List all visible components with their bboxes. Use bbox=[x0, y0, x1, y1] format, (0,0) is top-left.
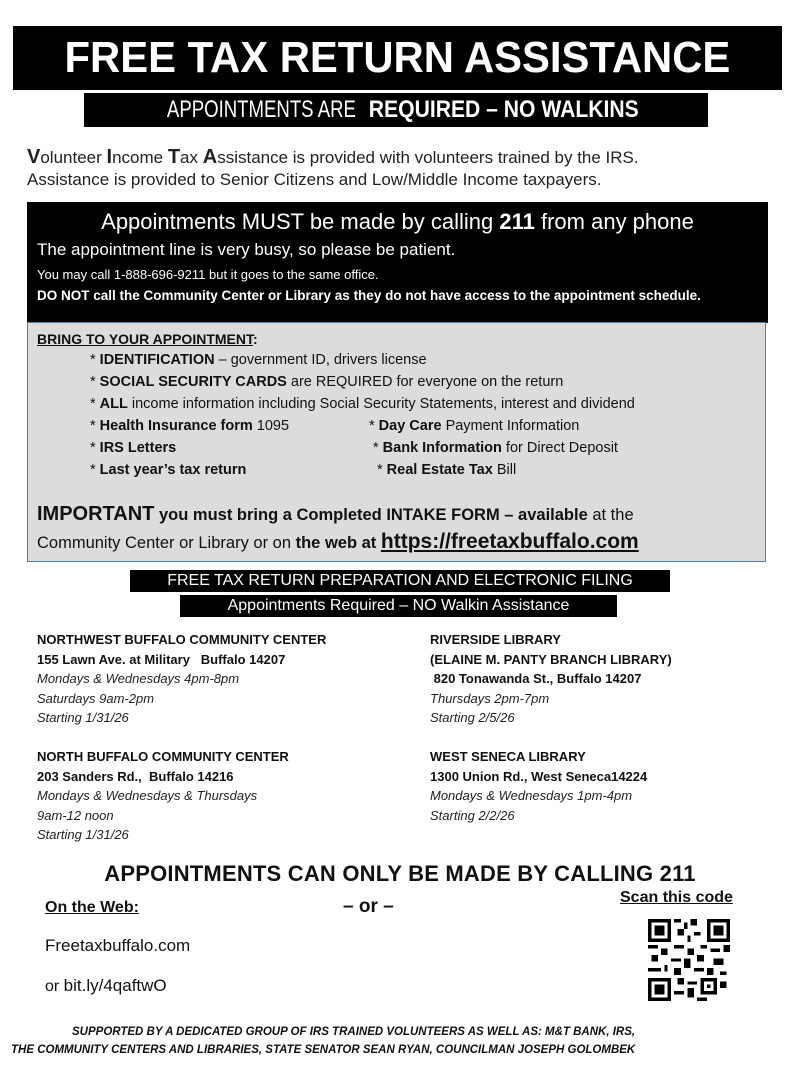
item-rest: – government ID, drivers license bbox=[214, 352, 427, 368]
location-hours: Saturdays 9am-2pm bbox=[37, 690, 155, 706]
item-bold: Day Care bbox=[378, 418, 442, 434]
item-bold: Real Estate Tax bbox=[386, 462, 493, 478]
or-separator: – or – bbox=[343, 896, 394, 917]
bring-item bbox=[90, 349, 427, 371]
call-box-busy: The appointment line is very busy, so please be patient. bbox=[37, 240, 456, 259]
bring-item bbox=[377, 459, 516, 481]
freetaxbuffalo-web-link[interactable]: Freetaxbuffalo.com bbox=[45, 936, 191, 955]
item-rest: are REQUIRED for everyone on the return bbox=[286, 374, 564, 390]
important-label: IMPORTANT bbox=[37, 503, 155, 525]
bullet: * bbox=[90, 396, 100, 412]
location-hours: Thursdays 2pm-7pm bbox=[430, 690, 550, 706]
location-start: Starting 1/31/26 bbox=[37, 827, 129, 842]
bring-item bbox=[90, 371, 563, 393]
location-address: 155 Lawn Ave. at Military Buffalo 14207 bbox=[37, 651, 286, 667]
intro-cap-t: T bbox=[167, 146, 181, 168]
bring-item bbox=[369, 415, 579, 437]
item-bold: SOCIAL SECURITY CARDS bbox=[99, 374, 287, 390]
call-box-warning: DO NOT call the Community Center or Library as they do not have access to the appointment schedule. bbox=[37, 288, 701, 303]
item-bold: IDENTIFICATION bbox=[99, 352, 215, 368]
item-rest: Payment Information bbox=[441, 418, 580, 434]
item-bold: IRS Letters bbox=[99, 440, 177, 456]
bring-item bbox=[90, 415, 289, 437]
banner-line-2: Appointments Required – NO Walkin Assistance bbox=[180, 595, 617, 617]
location-west-seneca bbox=[430, 747, 647, 825]
location-northwest bbox=[37, 630, 326, 728]
call-box-headline bbox=[27, 205, 768, 239]
intro-text-part: olunteer bbox=[40, 148, 107, 167]
scan-code-label: Scan this code bbox=[620, 889, 733, 906]
call-text: Appointments MUST be made by calling bbox=[101, 209, 500, 234]
bullet: * bbox=[90, 440, 100, 456]
location-riverside bbox=[430, 630, 672, 728]
important2-bold: the web at bbox=[295, 534, 381, 552]
item-rest: for Direct Deposit bbox=[501, 440, 618, 456]
location-name: WEST SENECA LIBRARY bbox=[430, 749, 586, 764]
location-name: NORTHWEST BUFFALO COMMUNITY CENTER bbox=[37, 632, 327, 647]
important-bold: you must bring a Completed INTAKE FORM – available bbox=[154, 506, 588, 524]
colon: : bbox=[252, 331, 258, 347]
intro-text-part: ncome bbox=[112, 148, 168, 167]
location-start: Starting 2/2/26 bbox=[430, 807, 515, 823]
item-rest: Bill bbox=[492, 462, 517, 478]
location-address: 203 Sanders Rd., Buffalo 14216 bbox=[37, 768, 234, 784]
item-bold: ALL bbox=[99, 396, 128, 412]
call-211-box bbox=[27, 202, 768, 323]
item-rest: income information including Social Security Statements, interest and dividend bbox=[127, 396, 635, 412]
footer-line-1: SUPPORTED BY A DEDICATED GROUP OF IRS TRAINED VOLUNTEERS AS WELL AS: M&T BANK, IRS, bbox=[72, 1026, 636, 1038]
subtitle-banner bbox=[84, 93, 708, 127]
footer-line-2: THE COMMUNITY CENTERS AND LIBRARIES, STATE SENATOR SEAN RYAN, COUNCILMAN JOSEPH GOLOMBEK bbox=[11, 1044, 636, 1056]
bitly-link[interactable]: bit.ly/4qaftwO bbox=[63, 976, 167, 995]
bring-heading-text: BRING TO YOUR APPOINTMENT bbox=[37, 331, 253, 347]
location-hours: Mondays & Wednesdays 4pm-8pm bbox=[37, 671, 240, 686]
location-address: 1300 Union Rd., West Seneca14224 bbox=[430, 768, 648, 784]
location-name-2: (ELAINE M. PANTY BRANCH LIBRARY) bbox=[430, 651, 672, 667]
intro-cap-v: V bbox=[27, 146, 41, 168]
item-rest: 1095 bbox=[252, 418, 290, 434]
intro-cap-a: A bbox=[202, 146, 218, 168]
subtitle-bold: REQUIRED – NO WALKINS bbox=[368, 96, 639, 123]
intro-text-part: ax bbox=[180, 148, 203, 167]
call-box-alt-number: You may call 1-888-696-9211 but it goes to the same office. bbox=[37, 267, 379, 282]
important2-text: Community Center or Library or on bbox=[37, 534, 296, 552]
intro-cap-i: I bbox=[106, 146, 113, 168]
banner-line-1: FREE TAX RETURN PREPARATION AND ELECTRONIC FILING bbox=[130, 570, 670, 592]
location-hours: 9am-12 noon bbox=[37, 807, 114, 823]
bitly-line bbox=[45, 974, 167, 999]
call-text: from any phone bbox=[534, 209, 694, 234]
bring-item bbox=[90, 459, 246, 481]
title-text: FREE TAX RETURN ASSISTANCE bbox=[64, 33, 731, 82]
location-name: RIVERSIDE LIBRARY bbox=[430, 632, 561, 647]
qr-code-icon[interactable] bbox=[648, 918, 730, 1002]
item-bold: Health Insurance form bbox=[99, 418, 253, 434]
bring-item bbox=[90, 393, 635, 415]
location-address: 820 Tonawanda St., Buffalo 14207 bbox=[430, 671, 642, 686]
intake-form-notice bbox=[37, 501, 634, 528]
call-number: 211 bbox=[499, 209, 535, 234]
page-title bbox=[13, 26, 782, 90]
web-heading: On the Web: bbox=[45, 899, 139, 916]
bullet: * bbox=[90, 374, 100, 390]
bullet: * bbox=[90, 462, 100, 478]
intro-text-part: ssistance is provided with volunteers trained by the IRS. bbox=[217, 148, 639, 167]
or-text: or bbox=[45, 978, 64, 995]
location-name: NORTH BUFFALO COMMUNITY CENTER bbox=[37, 749, 289, 764]
location-hours: Mondays & Wednesdays & Thursdays bbox=[37, 788, 258, 803]
intro-line-2: Assistance is provided to Senior Citizens and Low/Middle Income taxpayers. bbox=[27, 170, 602, 189]
intro-text bbox=[27, 146, 787, 191]
bring-to-appointment-box bbox=[27, 322, 766, 562]
intake-form-location bbox=[37, 529, 639, 556]
location-start: Starting 1/31/26 bbox=[37, 710, 129, 725]
bullet: * bbox=[90, 352, 100, 368]
bullet: * bbox=[369, 418, 379, 434]
bring-heading bbox=[37, 329, 258, 349]
bullet: * bbox=[377, 462, 387, 478]
important-rest: at the bbox=[587, 506, 634, 524]
bring-item bbox=[373, 437, 618, 459]
intro-line-1 bbox=[27, 146, 787, 169]
bullet: * bbox=[373, 440, 383, 456]
freetaxbuffalo-link[interactable]: https://freetaxbuffalo.com bbox=[380, 530, 639, 553]
location-start: Starting 2/5/26 bbox=[430, 710, 515, 725]
item-bold: Bank Information bbox=[382, 440, 502, 456]
bring-item bbox=[90, 437, 176, 459]
bullet: * bbox=[90, 418, 100, 434]
location-north-buffalo bbox=[37, 747, 289, 845]
subtitle-regular: APPOINTMENTS ARE bbox=[166, 96, 356, 123]
location-hours: Mondays & Wednesdays 1pm-4pm bbox=[430, 788, 633, 803]
item-bold: Last year’s tax return bbox=[99, 462, 247, 478]
call-211-notice: APPOINTMENTS CAN ONLY BE MADE BY CALLING 211 bbox=[104, 861, 696, 886]
